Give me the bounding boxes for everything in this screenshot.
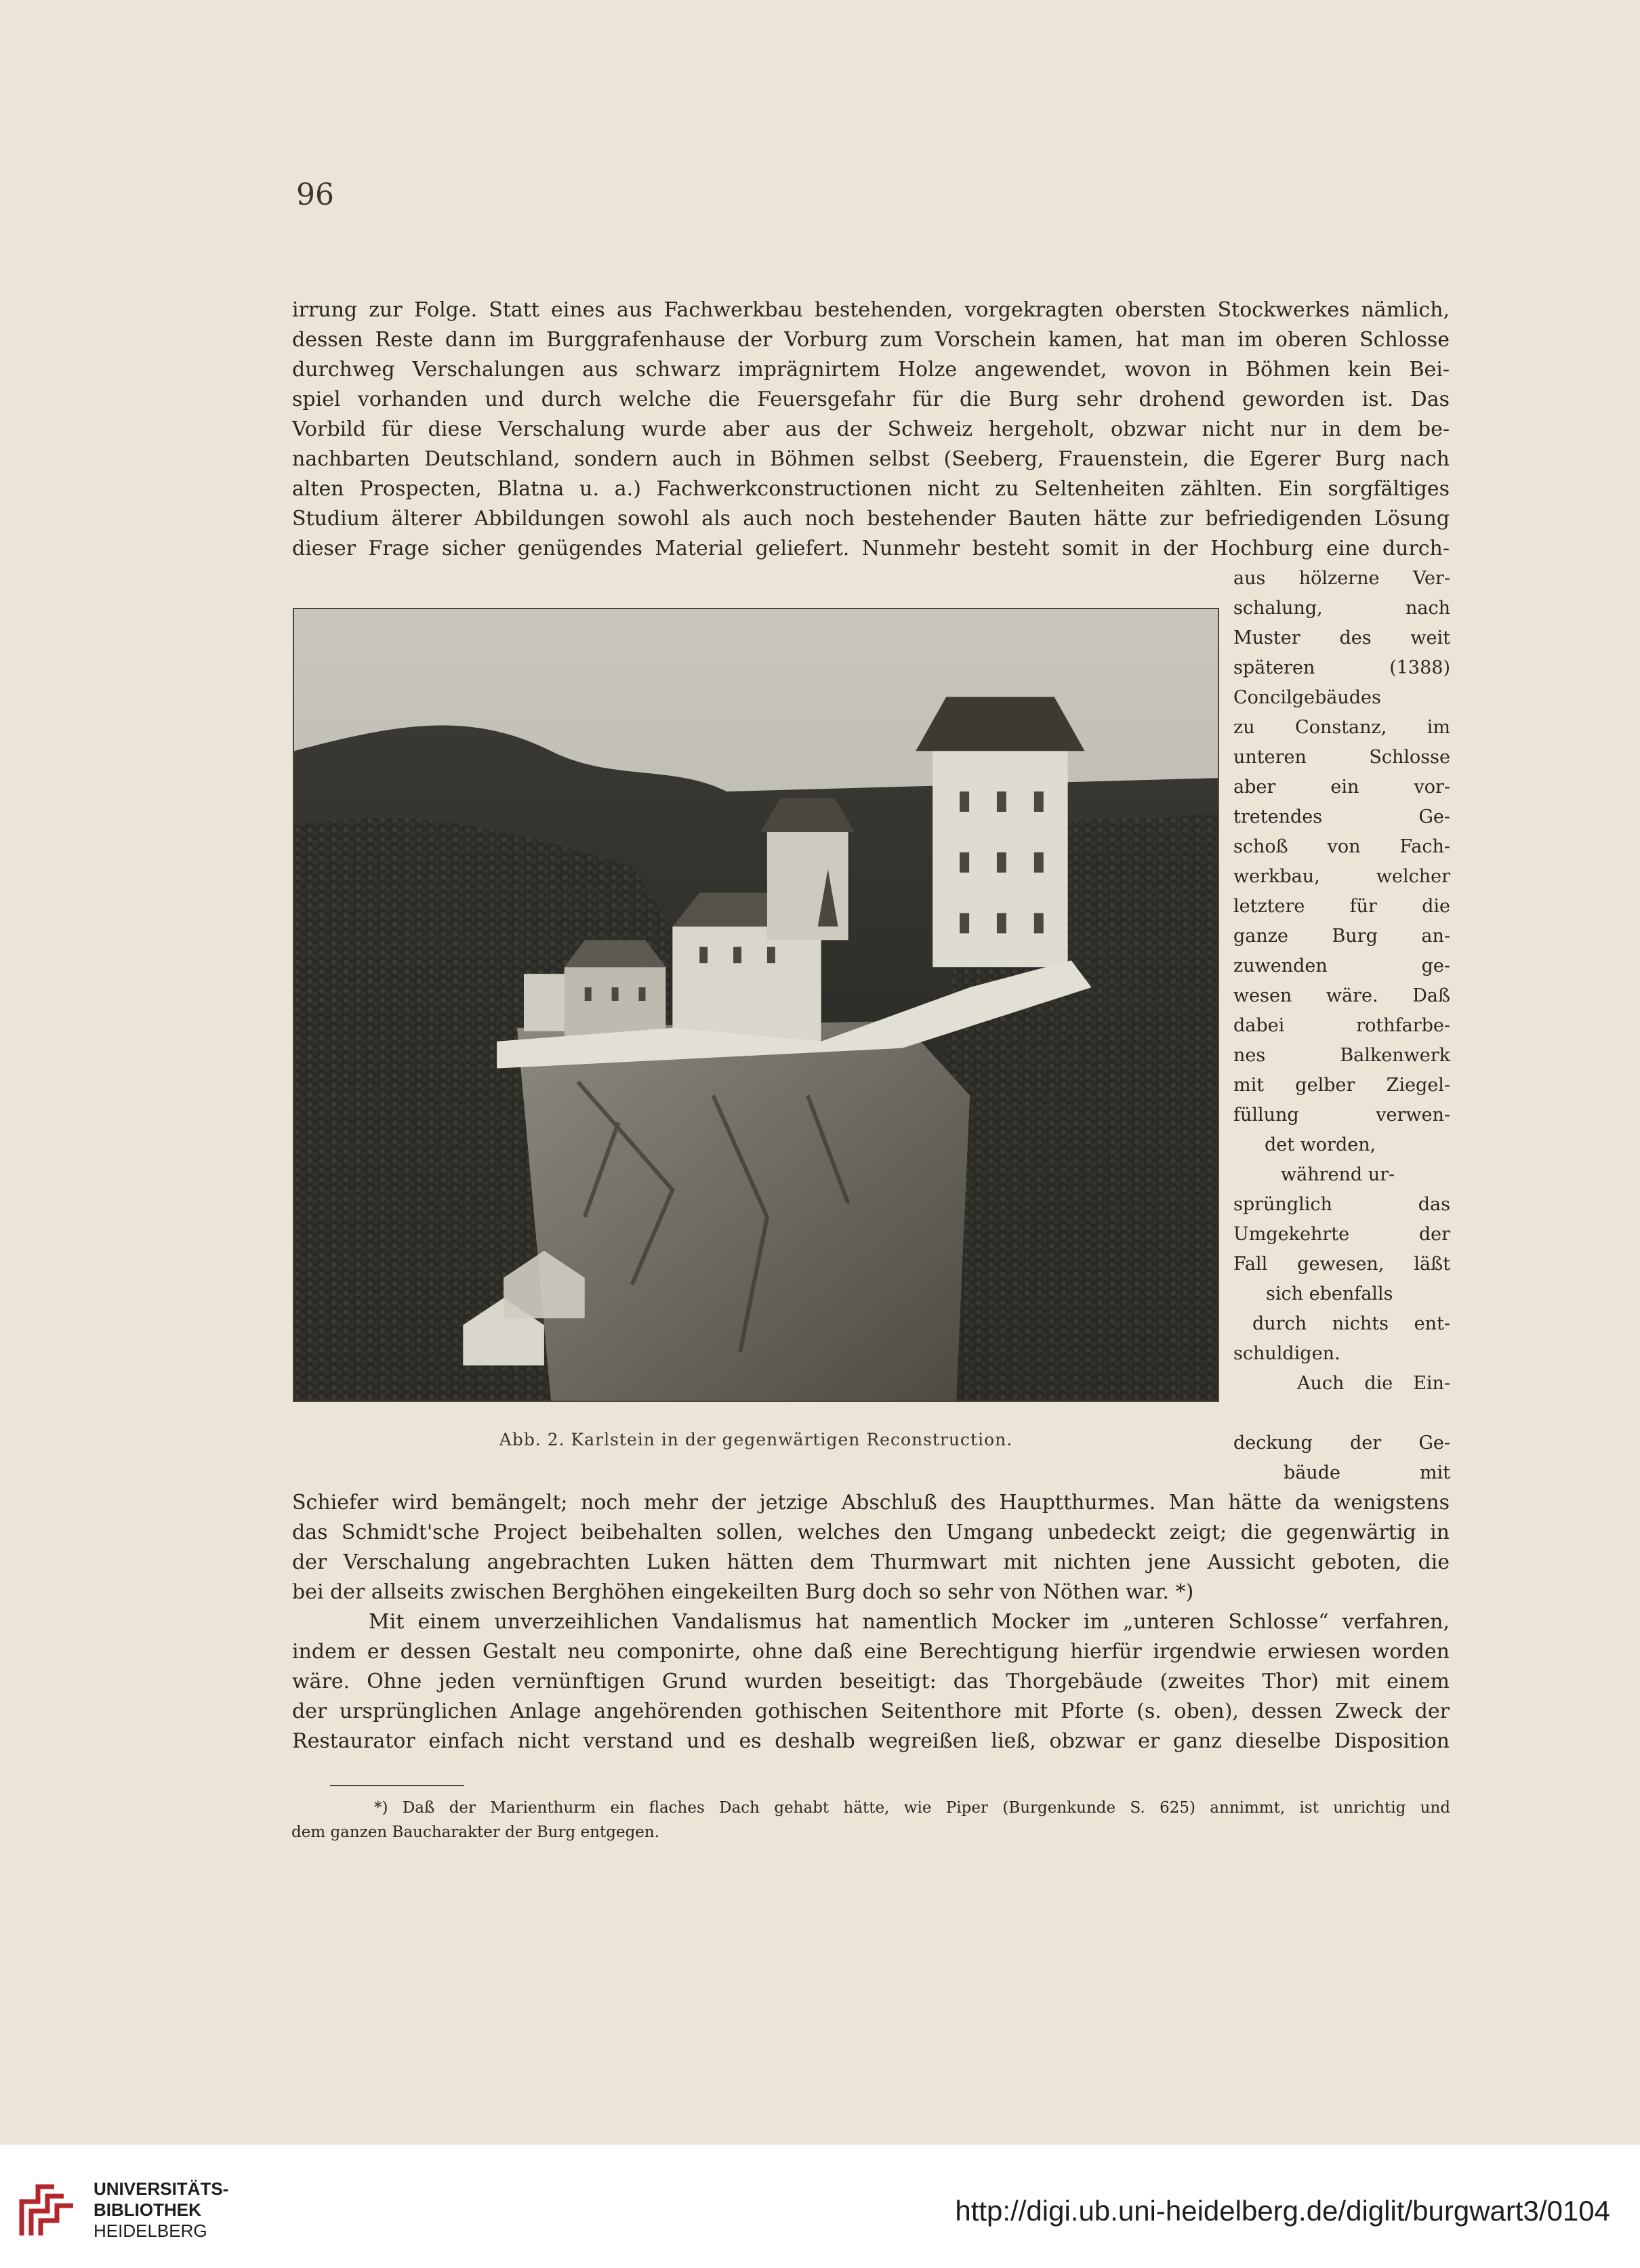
castle-photograph-drawing: [294, 609, 1218, 1401]
side-text-line: letztere für die: [1233, 896, 1450, 917]
side-text-line: nes Balkenwerk: [1233, 1045, 1450, 1066]
text-line: Vorbild für diese Verschalung wurde aber aus der Schweiz hergeholt, obzwar nicht nur in dem be-: [292, 417, 1450, 441]
library-name-line: BIBLIOTHEK: [94, 2200, 201, 2220]
side-text-line: sich ebenfalls: [1266, 1283, 1393, 1304]
library-name-line: UNIVERSITÄTS-: [94, 2179, 229, 2199]
text-line: spiel vorhanden und durch welche die Feuersgefahr für die Burg sehr drohend geworden ist. Das: [292, 388, 1450, 411]
side-text-line: sprünglich das: [1233, 1194, 1450, 1215]
side-text-line: schoß von Fach-: [1233, 836, 1450, 857]
side-text-line: mit gelber Ziegel-: [1233, 1075, 1450, 1096]
text-line: irrung zur Folge. Statt eines aus Fachwerkbau bestehenden, vorgekragten obersten Stockwerkes nämlich,: [292, 298, 1450, 322]
text-line: der Verschalung angebrachten Luken hätten dem Thurmwart mit nichten jene Aussicht geboten, die: [292, 1550, 1450, 1574]
footnote-line: dem ganzen Baucharakter der Burg entgegen.: [291, 1823, 660, 1841]
text-line: Studium älterer Abbildungen sowohl als auch noch bestehender Bauten hätte zur befriedigenden Lösung: [292, 507, 1450, 531]
text-line: Schiefer wird bemängelt; noch mehr der jetzige Abschluß des Hauptthurmes. Man hätte da wenigstens: [292, 1491, 1450, 1514]
side-text-line: aber ein vor-: [1233, 777, 1450, 798]
text-line: der ursprünglichen Anlage angehörenden gothischen Seitenthore mit Pforte (s. oben), dessen Zweck der: [292, 1699, 1450, 1723]
castle-photograph: [293, 608, 1219, 1402]
footnote-rule: [330, 1785, 464, 1786]
side-text-line: werkbau, welcher: [1233, 866, 1450, 887]
text-line: durchweg Verschalungen aus schwarz imprägnirtem Holze angewendet, wovon in Böhmen kein Bei-: [292, 358, 1450, 382]
text-line: bei der allseits zwischen Berghöhen eingekeilten Burg doch so sehr von Nöthen war. *): [292, 1580, 1194, 1604]
text-line: indem er dessen Gestalt neu componirte, ohne daß eine Berechtigung hierfür irgendwie erwiesen worden: [292, 1640, 1450, 1664]
side-text-line: schalung, nach: [1233, 598, 1450, 619]
figure-caption: Abb. 2. Karlstein in der gegenwärtigen Reconstruction.: [499, 1430, 1013, 1449]
side-text-line: zu Constanz, im: [1233, 717, 1450, 738]
text-line: wäre. Ohne jeden vernünftigen Grund wurden beseitigt: das Thorgebäude (zweites Thor) mit einem: [292, 1670, 1450, 1693]
page-number: 96: [296, 178, 334, 212]
side-text-line: deckung der Ge-: [1233, 1432, 1450, 1453]
side-text-line: während ur-: [1281, 1164, 1395, 1185]
side-text-line: Umgekehrte der: [1233, 1224, 1450, 1245]
side-text-line: det worden,: [1265, 1134, 1376, 1155]
text-line: dieser Frage sicher genügendes Material geliefert. Nunmehr besteht somit in der Hochburg eine durch-: [292, 537, 1450, 560]
library-name-line: HEIDELBERG: [94, 2221, 207, 2241]
side-text-line: Concilgebäudes: [1233, 687, 1381, 708]
text-line: Restaurator einfach nicht verstand und es deshalb wegreißen ließ, obzwar er ganz dieselbe Disposition: [292, 1729, 1450, 1753]
document-url-link[interactable]: http://digi.ub.uni-heidelberg.de/diglit/burgwart3/0104: [955, 2195, 1610, 2227]
side-text-line: Auch die Ein-: [1297, 1373, 1450, 1394]
side-text-line: dabei rothfarbe-: [1233, 1015, 1450, 1036]
side-text-line: bäude mit: [1284, 1462, 1450, 1483]
library-name: [94, 2179, 228, 2242]
footnote-line: *) Daß der Marienthurm ein flaches Dach gehabt hätte, wie Piper (Burgenkunde S. 625) annimmt, ist unrichtig und: [374, 1799, 1450, 1817]
side-text-line: Fall gewesen, läßt: [1233, 1254, 1450, 1275]
side-text-line: unteren Schlosse: [1233, 747, 1450, 768]
side-text-line: aus hölzerne Ver-: [1233, 568, 1450, 589]
library-logo-icon: [16, 2177, 79, 2240]
side-text-line: Muster des weit: [1233, 627, 1450, 648]
text-line: Mit einem unverzeihlichen Vandalismus hat namentlich Mocker im „unteren Schlosse“ verfahren,: [369, 1610, 1450, 1634]
text-line: nachbarten Deutschland, sondern auch in Böhmen selbst (Seeberg, Frauenstein, die Egerer Burg nach: [292, 447, 1450, 471]
side-text-line: schuldigen.: [1233, 1343, 1340, 1364]
text-line: das Schmidt'sche Project beibehalten sollen, welches den Umgang unbedeckt zeigt; die gegenwärtig in: [292, 1521, 1450, 1544]
side-text-line: füllung verwen-: [1233, 1105, 1450, 1126]
side-text-line: durch nichts ent-: [1252, 1313, 1450, 1334]
text-line: dessen Reste dann im Burggrafenhause der Vorburg zum Vorschein kamen, hat man im oberen Schlosse: [292, 328, 1450, 352]
side-text-line: wesen wäre. Daß: [1233, 985, 1450, 1006]
side-text-line: ganze Burg an-: [1233, 926, 1450, 947]
footer-bar: [0, 2145, 1640, 2268]
side-text-line: späteren (1388): [1233, 657, 1450, 678]
side-text-line: zuwenden ge-: [1233, 955, 1450, 976]
text-line: alten Prospecten, Blatna u. a.) Fachwerkconstructionen nicht zu Seltenheiten zählten. Ein sorgfältiges: [292, 477, 1450, 501]
side-text-line: tretendes Ge-: [1233, 806, 1450, 827]
